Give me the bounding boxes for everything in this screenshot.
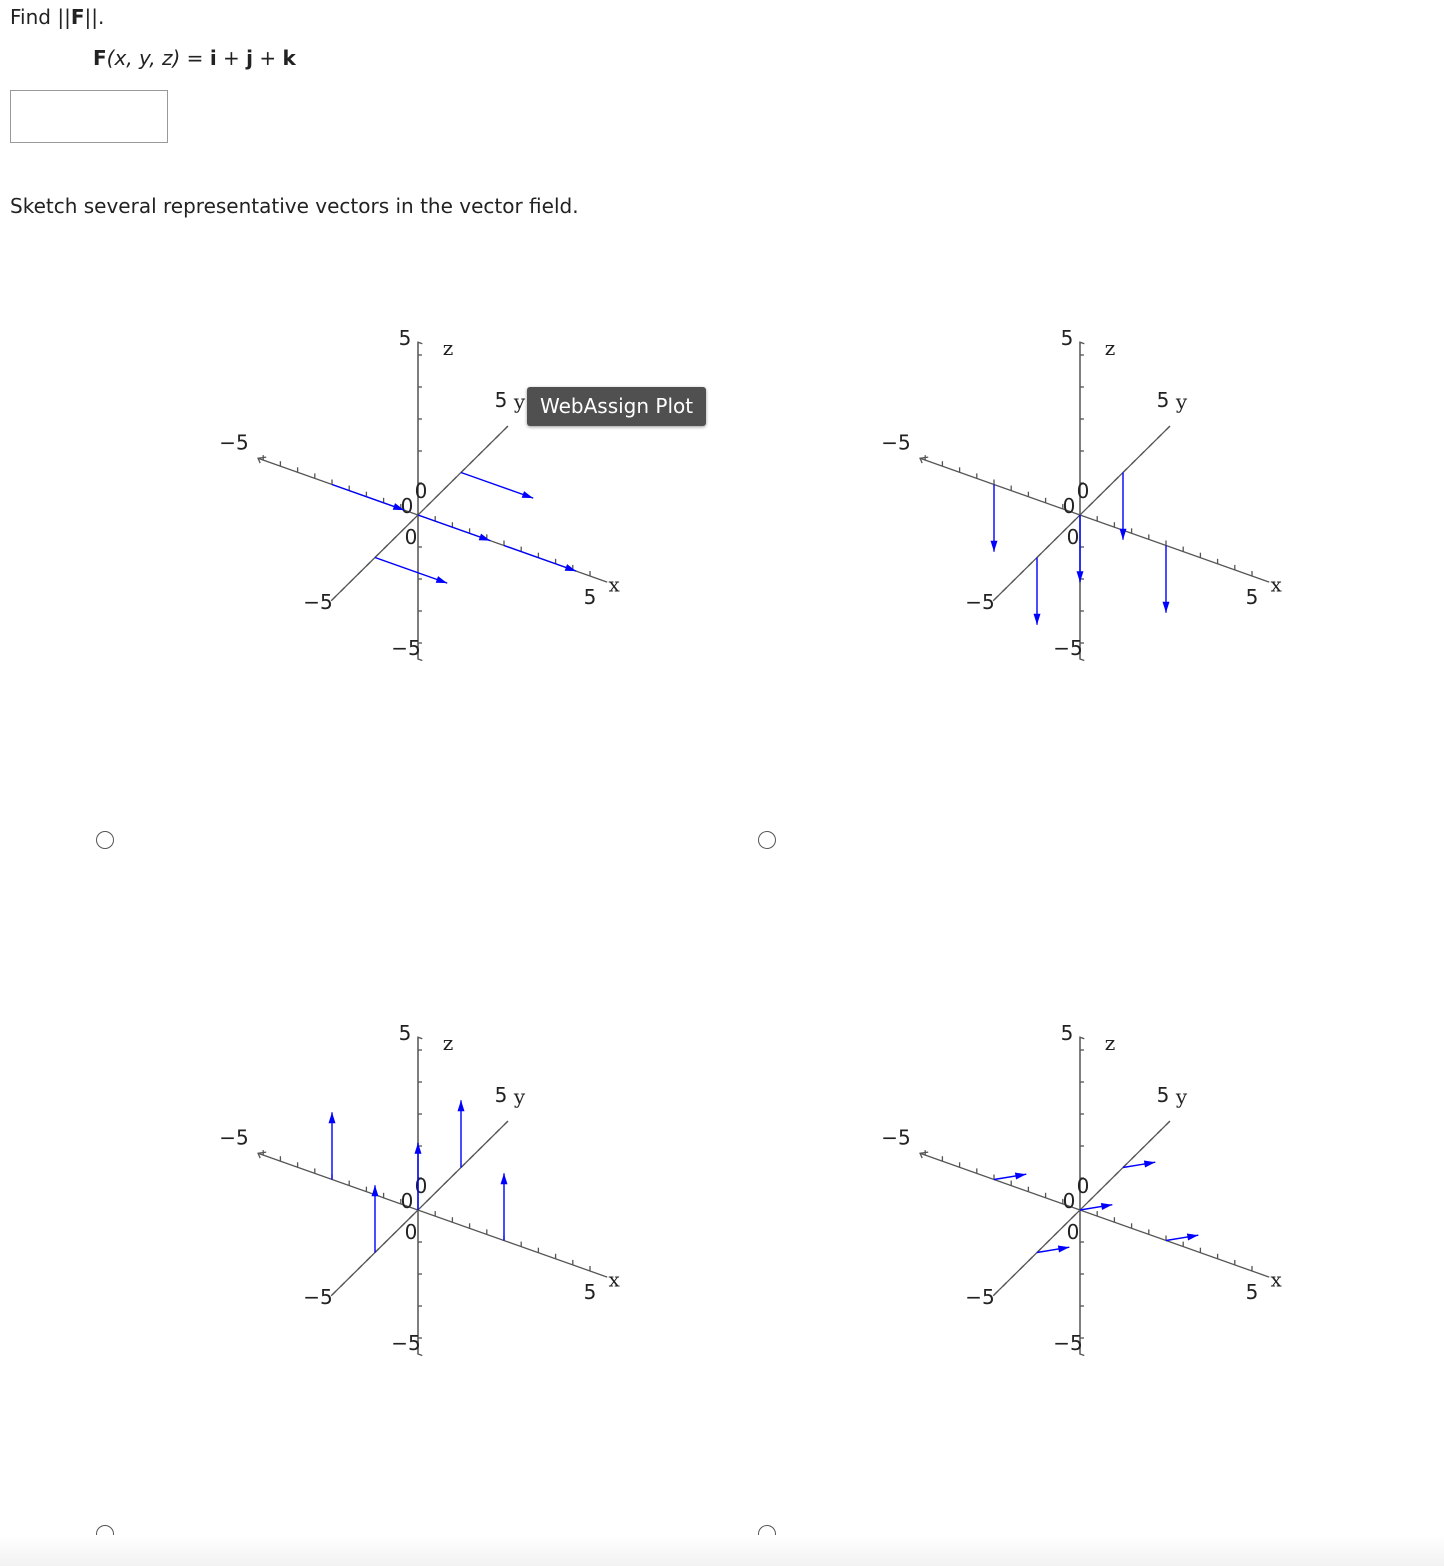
y-axis-zero-label: 0 [1066,1220,1080,1244]
y-axis-tick [470,1155,474,1159]
question-prefix: Find [10,5,58,29]
formula-lhs-args: (x, y, z) [106,46,181,70]
y-axis-pos-label: 5 [494,388,508,412]
y-axis-tick [1089,503,1093,507]
formula-i: i [209,46,217,70]
x-axis-pos-label: 5 [583,1280,597,1304]
y-axis-tick [1037,554,1041,558]
formula-plus-1: + [216,46,247,70]
norm-symbol: F [70,5,85,29]
field-vector-arrow-shaft [461,473,533,499]
field-vector-arrow-head [436,576,448,583]
y-axis-tick [341,1283,345,1287]
y-axis-tick [470,460,474,464]
x-axis-pos-label: 5 [1245,1280,1259,1304]
field-vector-arrow-head [1144,1161,1155,1168]
y-axis-tick [1140,452,1144,456]
z-axis-label: z [442,1031,454,1055]
y-axis-tick [1020,571,1024,575]
y-axis-pos-label: 5 [494,1083,508,1107]
field-vector-arrow-head [1077,571,1084,582]
x-axis-label: x [608,572,620,597]
field-vector-arrow-shaft [418,515,490,541]
y-axis-tick [1054,1232,1058,1236]
x-axis-line [258,1153,607,1277]
x-axis-line [920,1153,1269,1277]
y-axis-label: y [513,1084,526,1109]
field-vector-arrow-head [458,1100,465,1111]
x-axis-zero-label: 0 [400,1189,414,1213]
y-axis-tick [495,1130,499,1134]
field-vector-arrow-head [1101,1203,1112,1210]
field-vector-arrow-head [479,534,491,541]
y-axis-tick [1054,537,1058,541]
y-axis-tick [487,443,491,447]
y-axis-tick [409,520,413,524]
norm-bars-left: || [57,5,71,29]
y-axis-tick [1157,435,1161,439]
y-axis-tick [444,486,448,490]
y-axis-tick [1028,562,1032,566]
y-axis-label: y [1175,1084,1188,1109]
field-vector-arrow-head [1015,1173,1026,1180]
y-axis-tick [452,477,456,481]
field-vector-arrow-head [1187,1234,1198,1241]
field-vector-arrow-head [565,564,577,571]
x-axis-neg-label: −5 [219,1125,249,1150]
x-axis-label: x [1270,1267,1282,1292]
y-axis-label: y [513,389,526,414]
y-axis-tick [444,1181,448,1185]
z-axis-pos-label: 5 [1060,326,1074,350]
field-vector-arrow-shaft [375,558,447,584]
z-axis-zero-label: 0 [414,479,428,503]
x-axis-label: x [1270,572,1282,597]
z-axis-neg-label: −5 [391,1331,421,1355]
y-axis-tick [392,537,396,541]
field-vector-arrow-head [372,1185,379,1196]
y-axis-label: y [1175,389,1188,414]
y-axis-tick [358,571,362,575]
field-vector-arrow-head [329,1112,336,1123]
y-axis-tick [487,1138,491,1142]
y-axis-tick [1046,1240,1050,1244]
y-axis-tick [392,1232,396,1236]
y-axis-tick [1106,1181,1110,1185]
z-axis-label: z [1104,1031,1116,1055]
y-axis-tick [349,579,353,583]
page-bottom-shade [0,1535,1444,1566]
y-axis-tick [495,435,499,439]
field-vector-arrow-shaft [332,485,404,511]
y-axis-tick [1140,1147,1144,1151]
y-axis-zero-label: 0 [404,1220,418,1244]
z-axis-zero-label: 0 [1076,479,1090,503]
plot-option-b [822,320,1402,800]
y-axis-neg-label: −5 [303,590,333,614]
y-axis-tick [1114,477,1118,481]
y-axis-tick [427,1198,431,1202]
y-axis-pos-label: 5 [1156,1083,1170,1107]
x-axis-zero-label: 0 [1062,1189,1076,1213]
field-vector-arrow-head [1163,602,1170,613]
y-axis-zero-label: 0 [1066,525,1080,549]
y-axis-tick [435,1189,439,1193]
formula-j: j [246,46,254,70]
y-axis-tick [1071,520,1075,524]
formula-k: k [282,46,296,70]
y-axis-tick [1020,1266,1024,1270]
field-vector-arrow-head [501,1173,508,1184]
y-axis-tick [1097,494,1101,498]
x-axis-neg-label: −5 [881,430,911,455]
y-axis-tick [366,562,370,566]
plot-option-d [822,1015,1402,1495]
field-vector-arrow-head [522,491,534,498]
y-axis-tick [349,1274,353,1278]
x-axis-zero-label: 0 [400,494,414,518]
y-axis-tick [1123,469,1127,473]
norm-bars-right: || [84,5,98,29]
webassign-plot-tooltip: WebAssign Plot [527,387,706,426]
y-axis-tick [384,1240,388,1244]
z-axis-neg-label: −5 [1053,636,1083,660]
y-axis-tick [1149,1138,1153,1142]
x-axis-pos-label: 5 [583,585,597,609]
y-axis-neg-label: −5 [303,1285,333,1309]
y-axis-tick [375,554,379,558]
y-axis-tick [1149,443,1153,447]
y-axis-tick [1003,1283,1007,1287]
formula-plus-2: + [253,46,283,70]
formula-equals: = [180,46,210,70]
z-axis-pos-label: 5 [398,326,412,350]
x-axis-neg-label: −5 [881,1125,911,1150]
field-vector-arrow-shaft [504,546,576,572]
x-axis-pos-label: 5 [1245,585,1259,609]
y-axis-tick [1106,486,1110,490]
y-axis-tick [1011,1274,1015,1278]
y-axis-neg-label: −5 [965,590,995,614]
z-axis-zero-label: 0 [414,1174,428,1198]
radio-option-b[interactable] [758,831,776,849]
y-axis-tick [341,588,345,592]
vector-field-formula [93,46,296,70]
y-axis-tick [427,503,431,507]
y-axis-tick [1089,1198,1093,1202]
y-axis-tick [435,494,439,498]
y-axis-tick [1166,426,1170,430]
z-axis-zero-label: 0 [1076,1174,1090,1198]
field-vector-arrow-head [1034,614,1041,625]
sketch-instruction: Sketch several representative vectors in the vector field. [10,194,579,218]
question-suffix: . [97,5,105,29]
question-prompt [10,5,104,29]
y-axis-tick [1132,460,1136,464]
z-axis-pos-label: 5 [1060,1021,1074,1045]
z-axis-pos-label: 5 [398,1021,412,1045]
x-axis-label: x [608,1267,620,1292]
z-axis-neg-label: −5 [1053,1331,1083,1355]
x-axis-line [920,458,1269,582]
norm-answer-input[interactable] [10,90,168,143]
y-axis-tick [504,1121,508,1125]
y-axis-tick [452,1172,456,1176]
y-axis-tick [1166,1121,1170,1125]
z-axis-label: z [442,336,454,360]
y-axis-tick [366,1257,370,1261]
plot-option-c [160,1015,740,1495]
x-axis-neg-label: −5 [219,430,249,455]
z-axis-label: z [1104,336,1116,360]
y-axis-tick [1046,545,1050,549]
y-axis-neg-label: −5 [965,1285,995,1309]
field-vector-arrow-head [991,541,998,552]
y-axis-tick [1097,1189,1101,1193]
y-axis-tick [384,545,388,549]
radio-option-a[interactable] [96,831,114,849]
y-axis-tick [1011,579,1015,583]
y-axis-tick [1157,1130,1161,1134]
x-axis-zero-label: 0 [1062,494,1076,518]
y-axis-tick [1028,1257,1032,1261]
z-axis-neg-label: −5 [391,636,421,660]
y-axis-tick [478,1147,482,1151]
y-axis-pos-label: 5 [1156,388,1170,412]
field-vector-arrow-head [1120,529,1127,540]
formula-lhs-symbol: F [93,46,107,70]
y-axis-tick [504,426,508,430]
y-axis-tick [409,1215,413,1219]
y-axis-tick [478,452,482,456]
field-vector-arrow-head [415,1143,422,1154]
y-axis-tick [461,469,465,473]
y-axis-tick [1114,1172,1118,1176]
field-vector-arrow-head [1058,1246,1069,1253]
y-axis-tick [1132,1155,1136,1159]
y-axis-tick [1003,588,1007,592]
y-axis-zero-label: 0 [404,525,418,549]
y-axis-tick [358,1266,362,1270]
y-axis-tick [1071,1215,1075,1219]
